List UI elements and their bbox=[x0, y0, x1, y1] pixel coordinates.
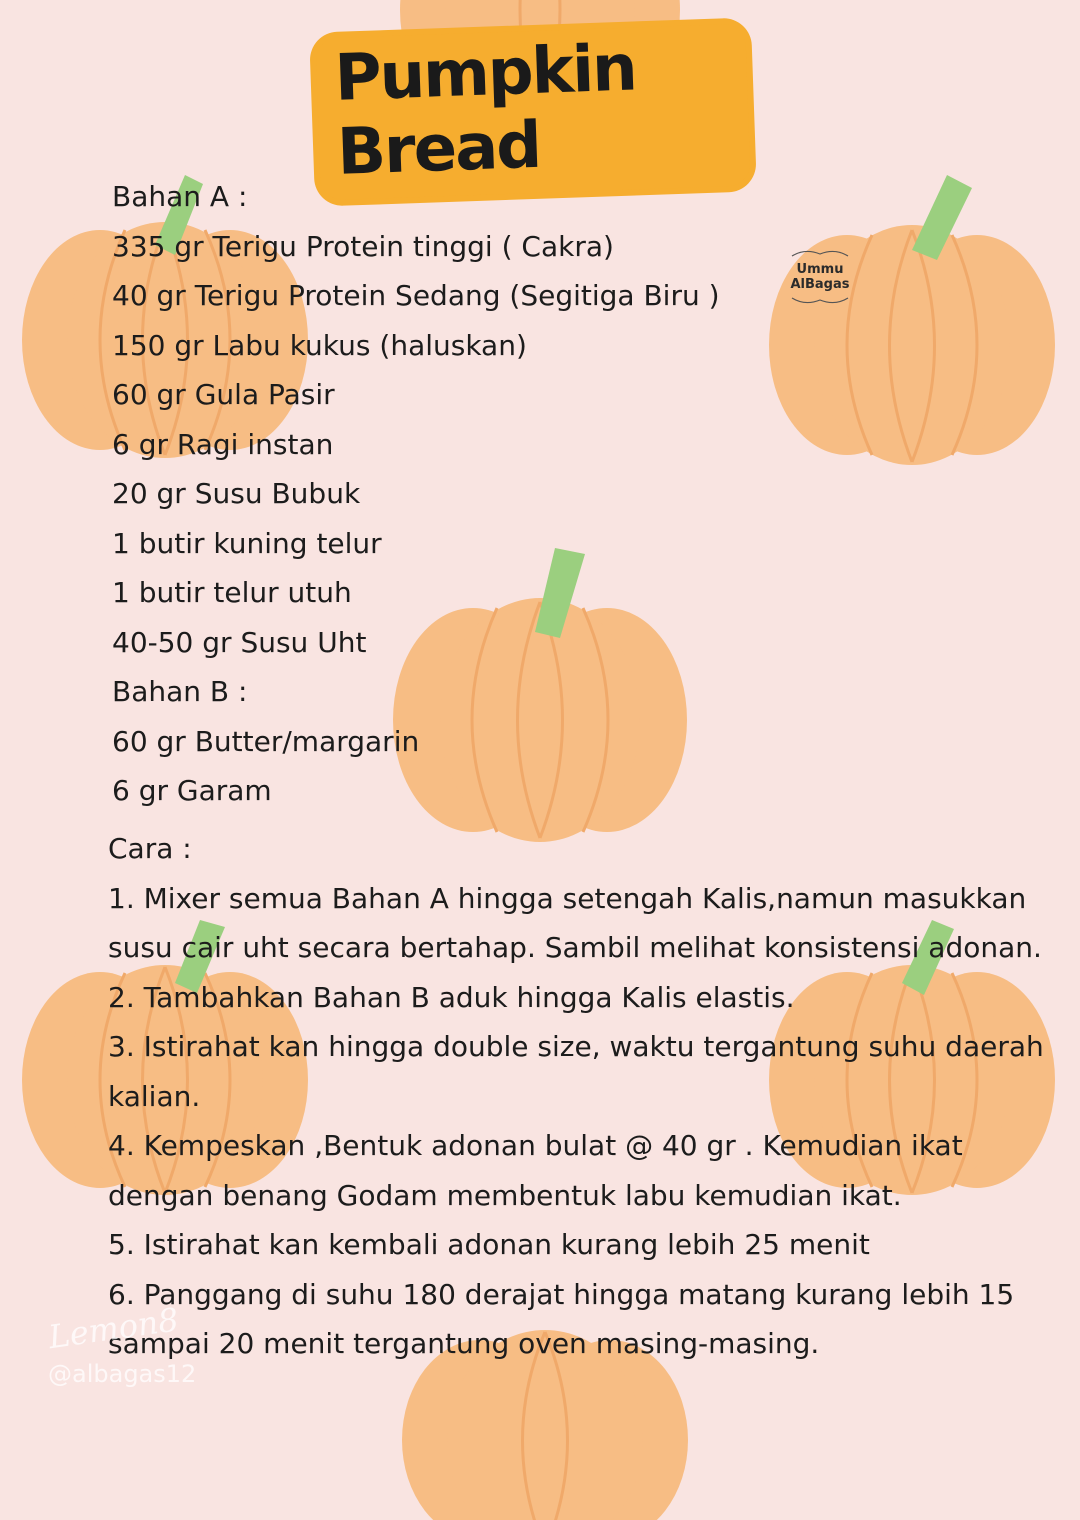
method bbox=[108, 824, 1044, 1369]
ingredient-item: 150 gr Labu kukus (haluskan) bbox=[112, 328, 527, 362]
brand-name: Ummu AlBagas bbox=[790, 262, 850, 292]
ingredient-item: 1 butir telur utuh bbox=[112, 576, 352, 609]
ingredient-item: 1 butir kuning telur bbox=[112, 526, 382, 560]
method-line: kalian. bbox=[108, 1079, 201, 1113]
ingredients bbox=[112, 172, 1032, 816]
method-line: 6. Panggang di suhu 180 derajat hingga matang kurang lebih 15 bbox=[108, 1277, 1015, 1311]
ingredients-a-header: Bahan A : bbox=[112, 180, 248, 213]
watermark-logo: Lemon8 bbox=[46, 1300, 181, 1357]
method-line: 4. Kempeskan ,Bentuk adonan bulat @ 40 gr . Kemudian ikat bbox=[108, 1129, 963, 1162]
ingredient-item: 335 gr Terigu Protein tinggi ( Cakra) bbox=[112, 229, 614, 263]
method-line: dengan benang Godam membentuk labu kemudian ikat. bbox=[108, 1178, 902, 1212]
ingredient-item: 20 gr Susu Bubuk bbox=[112, 477, 361, 510]
ingredients-b-header: Bahan B : bbox=[112, 675, 248, 708]
ingredient-item: 60 gr Butter/margarin bbox=[112, 724, 420, 758]
title-banner bbox=[316, 31, 749, 190]
ingredient-item: 40 gr Terigu Protein Sedang (Segitiga Biru ) bbox=[112, 279, 720, 312]
method-line: sampai 20 menit tergantung oven masing-masing. bbox=[108, 1327, 820, 1360]
page-title: Pumpkin Bread bbox=[315, 24, 750, 201]
method-header: Cara : bbox=[108, 832, 192, 865]
watermark-user: @albagas12 bbox=[48, 1360, 197, 1388]
ingredient-item: 6 gr Ragi instan bbox=[112, 427, 334, 461]
method-line: 3. Istirahat kan hingga double size, waktu tergantung suhu daerah bbox=[108, 1030, 1044, 1063]
method-line: susu cair uht secara bertahap. Sambil melihat konsistensi adonan. bbox=[108, 931, 1042, 964]
ingredient-item: 60 gr Gula Pasir bbox=[112, 378, 335, 411]
ingredient-item: 40-50 gr Susu Uht bbox=[112, 625, 367, 659]
ingredient-item: 6 gr Garam bbox=[112, 774, 272, 807]
method-line: 5. Istirahat kan kembali adonan kurang lebih 25 menit bbox=[108, 1228, 870, 1261]
watermark bbox=[46, 1300, 197, 1388]
method-line: 1. Mixer semua Bahan A hingga setengah Kalis,namun masukkan bbox=[108, 881, 1027, 915]
method-line: 2. Tambahkan Bahan B aduk hingga Kalis elastis. bbox=[108, 980, 795, 1014]
